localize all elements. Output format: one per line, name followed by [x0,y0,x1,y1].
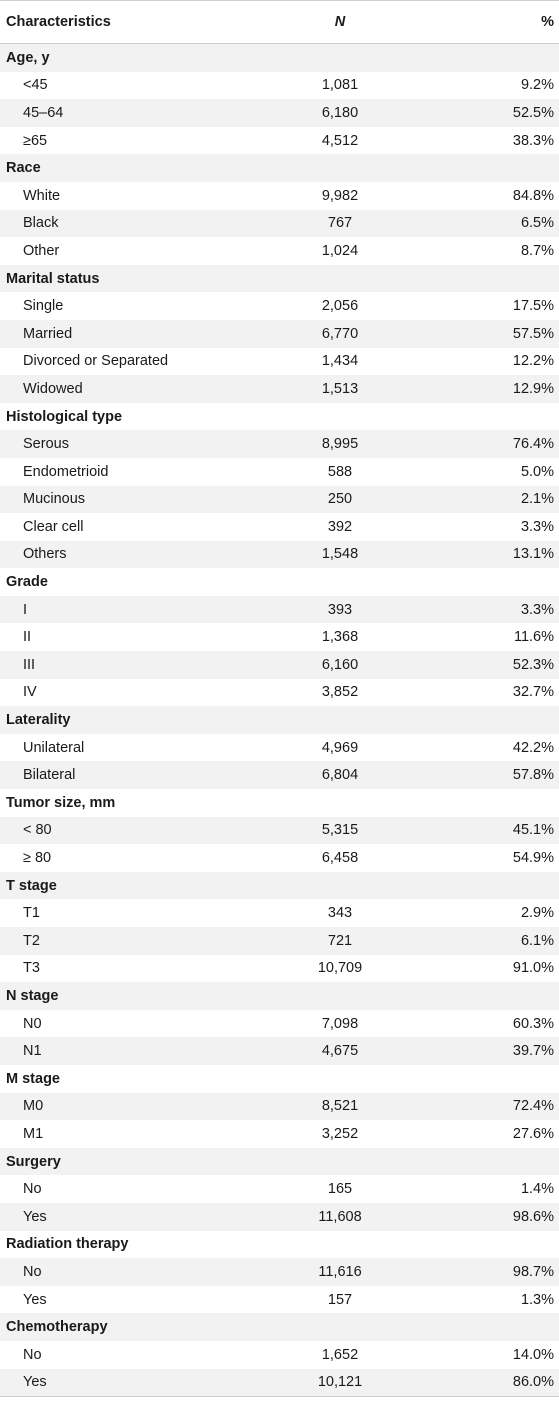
row-n-value: 721 [327,932,353,949]
row-n-value: 5,315 [321,822,359,839]
table-row [0,127,559,155]
table-row [0,734,559,762]
group-label: M stage [6,1070,60,1087]
row-label: Yes [23,1374,47,1391]
row-label: Other [23,242,60,259]
row-n-value: 8,995 [321,436,359,453]
group-header-row [0,982,559,1010]
group-header-row [0,872,559,900]
group-header-row [0,403,559,431]
header-n: N [334,14,346,30]
group-label: Histological type [6,408,123,425]
row-percent-value: 2.9% [520,905,554,922]
row-label: M1 [23,1125,44,1142]
group-label: Chemotherapy [6,1319,108,1336]
row-n-value: 1,434 [321,353,359,370]
group-label: T stage [6,877,57,894]
row-percent-value: 52.3% [512,656,554,673]
row-percent-value: 98.7% [512,1263,554,1280]
row-label: ≥65 [23,132,48,149]
row-n-value: 6,458 [321,850,359,867]
row-percent-value: 1.3% [520,1291,554,1308]
row-percent-value: 76.4% [512,436,554,453]
group-header-row [0,1313,559,1341]
group-header-row [0,265,559,293]
row-n-value: 4,675 [321,1043,359,1060]
row-n-value: 4,512 [321,132,359,149]
table-row [0,237,559,265]
row-n-value: 1,368 [321,629,359,646]
row-label: N1 [23,1043,42,1060]
table-row [0,513,559,541]
row-percent-value: 5.0% [520,463,554,480]
row-label: M0 [23,1098,44,1115]
row-n-value: 10,121 [317,1374,363,1391]
row-label: Single [23,298,64,315]
table-row [0,1010,559,1038]
row-label: No [23,1346,42,1363]
table-row [0,623,559,651]
group-label: Age, y [6,49,50,66]
row-n-value: 6,804 [321,767,359,784]
row-label: < 80 [23,822,52,839]
group-label: Surgery [6,1153,61,1170]
row-n-value: 1,548 [321,546,359,563]
table-row [0,1037,559,1065]
row-n-value: 7,098 [321,1015,359,1032]
row-percent-value: 39.7% [512,1043,554,1060]
row-n-value: 393 [327,601,353,618]
row-n-value: 250 [327,491,353,508]
header-percent: % [541,14,554,30]
row-percent-value: 27.6% [512,1125,554,1142]
group-header-row [0,568,559,596]
row-label: Widowed [23,380,83,397]
row-percent-value: 2.1% [520,491,554,508]
row-percent-value: 57.8% [512,767,554,784]
table-row [0,1258,559,1286]
row-label: Endometrioid [23,463,109,480]
row-n-value: 1,513 [321,380,359,397]
table-row [0,375,559,403]
row-label: III [23,656,36,673]
group-header-row [0,44,559,72]
row-percent-value: 98.6% [512,1208,554,1225]
table-header-row [0,0,559,44]
row-label: White [23,187,61,204]
row-percent-value: 54.9% [512,850,554,867]
row-n-value: 588 [327,463,353,480]
table-row [0,1175,559,1203]
row-label: Bilateral [23,767,76,784]
table-row [0,292,559,320]
row-label: No [23,1181,42,1198]
table-row [0,486,559,514]
table-row [0,927,559,955]
row-percent-value: 57.5% [512,325,554,342]
row-percent-value: 60.3% [512,1015,554,1032]
row-label: T3 [23,960,40,977]
group-label: Race [6,160,41,177]
table-row [0,99,559,127]
row-n-value: 3,852 [321,684,359,701]
row-percent-value: 14.0% [512,1346,554,1363]
row-percent-value: 12.2% [512,353,554,370]
row-n-value: 343 [327,905,353,922]
row-percent-value: 84.8% [512,187,554,204]
row-n-value: 157 [327,1291,353,1308]
table-row [0,1203,559,1231]
group-label: N stage [6,987,59,1004]
row-percent-value: 6.5% [520,215,554,232]
row-label: IV [23,684,37,701]
group-header-row [0,1231,559,1259]
row-percent-value: 12.9% [512,380,554,397]
row-label: T1 [23,905,40,922]
table-row [0,679,559,707]
row-label: T2 [23,932,40,949]
row-percent-value: 17.5% [512,298,554,315]
row-label: I [23,601,28,618]
row-percent-value: 86.0% [512,1374,554,1391]
row-n-value: 10,709 [317,960,363,977]
group-label: Tumor size, mm [6,794,116,811]
row-percent-value: 13.1% [512,546,554,563]
group-header-row [0,1148,559,1176]
row-label: N0 [23,1015,42,1032]
group-header-row [0,789,559,817]
row-label: II [23,629,32,646]
table-row [0,817,559,845]
row-label: Black [23,215,59,232]
row-label: Clear cell [23,518,84,535]
group-label: Marital status [6,270,100,287]
group-label: Laterality [6,712,71,729]
table-row [0,955,559,983]
row-n-value: 2,056 [321,298,359,315]
row-percent-value: 42.2% [512,739,554,756]
row-percent-value: 45.1% [512,822,554,839]
row-n-value: 6,770 [321,325,359,342]
table-row [0,348,559,376]
row-n-value: 6,160 [321,656,359,673]
table-row [0,844,559,872]
row-n-value: 767 [327,215,353,232]
row-percent-value: 8.7% [520,242,554,259]
table-row [0,541,559,569]
row-label: Yes [23,1291,47,1308]
group-label: Radiation therapy [6,1236,129,1253]
row-n-value: 8,521 [321,1098,359,1115]
row-label: Mucinous [23,491,86,508]
table-bottom-rule [0,1396,559,1397]
row-n-value: 1,024 [321,242,359,259]
row-n-value: 11,616 [318,1263,362,1280]
group-header-row [0,154,559,182]
row-n-value: 392 [327,518,353,535]
row-n-value: 6,180 [321,104,359,121]
row-label: 45–64 [23,104,64,121]
row-label: Unilateral [23,739,85,756]
row-percent-value: 1.4% [520,1181,554,1198]
row-n-value: 1,081 [321,77,359,94]
row-n-value: 11,608 [318,1208,362,1225]
row-n-value: 3,252 [321,1125,359,1142]
row-percent-value: 32.7% [512,684,554,701]
row-label: Married [23,325,73,342]
row-percent-value: 38.3% [512,132,554,149]
row-label: <45 [23,77,48,94]
table-row [0,430,559,458]
row-label: ≥ 80 [23,850,52,867]
group-header-row [0,706,559,734]
row-n-value: 4,969 [321,739,359,756]
table-row [0,1341,559,1369]
row-percent-value: 72.4% [512,1098,554,1115]
table-row [0,761,559,789]
table-row [0,210,559,238]
table-row [0,1093,559,1121]
row-percent-value: 91.0% [512,960,554,977]
table-row [0,651,559,679]
group-label: Grade [6,574,48,591]
table-row [0,899,559,927]
header-characteristics: Characteristics [6,14,111,30]
table-row [0,596,559,624]
row-percent-value: 3.3% [520,518,554,535]
row-label: No [23,1263,42,1280]
table-row [0,72,559,100]
row-percent-value: 3.3% [520,601,554,618]
row-label: Serous [23,436,69,453]
row-n-value: 1,652 [321,1346,359,1363]
group-header-row [0,1065,559,1093]
table-row [0,1286,559,1314]
row-percent-value: 9.2% [520,77,554,94]
table-body [0,44,559,1396]
row-percent-value: 52.5% [512,104,554,121]
row-n-value: 165 [327,1181,353,1198]
row-n-value: 9,982 [321,187,359,204]
table-row [0,458,559,486]
row-percent-value: 6.1% [520,932,554,949]
row-label: Others [23,546,67,563]
table-row [0,1120,559,1148]
row-percent-value: 11.6% [513,629,554,646]
row-label: Divorced or Separated [23,353,169,370]
table-row [0,320,559,348]
row-label: Yes [23,1208,47,1225]
table-row [0,182,559,210]
table-row [0,1369,559,1397]
